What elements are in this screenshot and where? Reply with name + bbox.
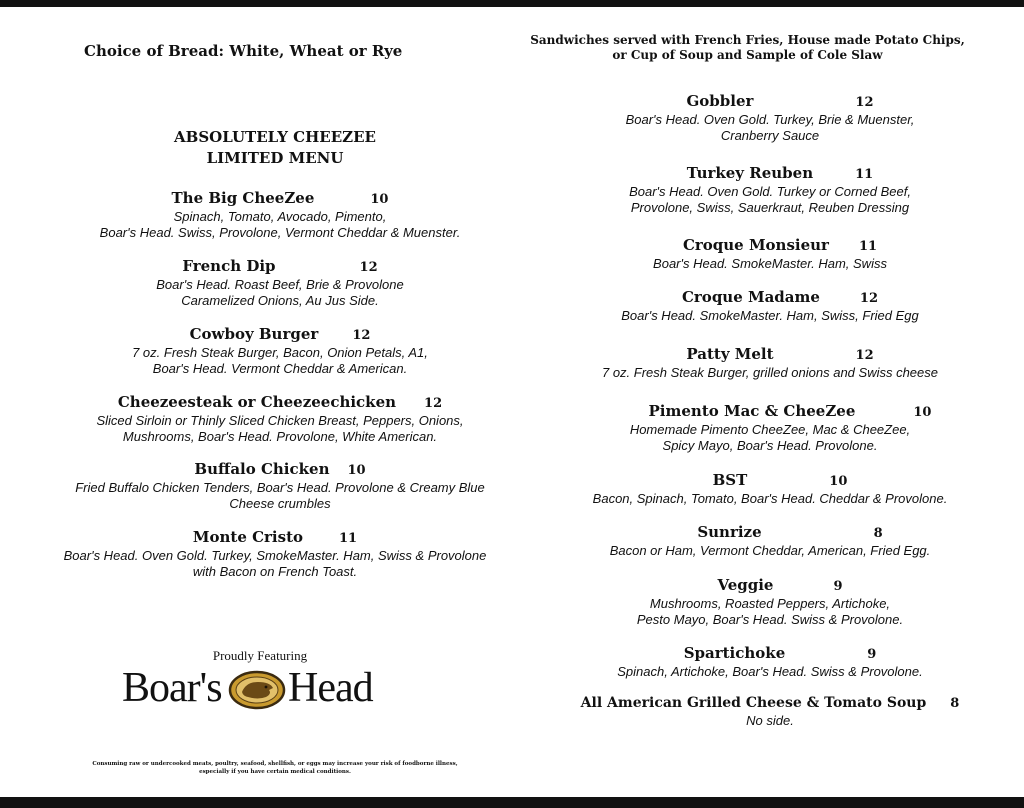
item-name: Croque Madame [681,288,820,306]
item-desc-2: Pesto Mayo, Boar's Head. Swiss & Provolone. [636,611,904,627]
item-desc-1: Mushrooms, Roasted Peppers, Artichoke, [649,596,891,611]
menu-item-big-cheezee [60,189,500,240]
item-price: 10 [370,192,389,207]
item-desc-2: Boar's Head. Swiss, Provolone, Vermont Cheddar & Muenster. [99,224,461,240]
top-border [0,0,1024,7]
served-with-line-2: or Cup of Soup and Sample of Cole Slaw [612,48,883,62]
menu-item-grilled-cheese-soup [560,694,980,729]
item-name: Cheezeesteak or Cheezeechicken [117,393,397,411]
item-price: 11 [339,531,358,546]
menu-item-veggie [560,576,980,627]
menu-item-monte-cristo [30,528,520,579]
item-price: 8 [950,696,960,711]
menu-item-croque-monsieur [560,236,980,272]
item-desc-1: Spinach, Artichoke, Boar's Head. Swiss & Provolone. [617,664,923,679]
item-price: 12 [424,396,443,411]
item-desc-1: 7 oz. Fresh Steak Burger, grilled onions and Swiss cheese [601,365,938,380]
item-name: BST [712,471,748,489]
item-price: 12 [859,291,879,306]
item-name: French Dip [182,257,276,275]
item-name: Gobbler [686,92,754,110]
boars-head-logo [122,664,392,716]
menu-item-gobbler [560,92,980,143]
item-price: 12 [855,95,874,110]
menu-item-patty-melt [560,345,980,381]
logo-brand-right: Head [288,665,373,711]
item-price: 9 [833,579,843,594]
item-desc-2: Provolone, Swiss, Sauerkraut, Reuben Dressing [630,199,910,215]
disclaimer-line-1: Consuming raw or undercooked meats, poultry, seafood, shellfish, or eggs may increase your risk of foodborne illness, [92,761,458,767]
menu-item-croque-madame [560,288,980,324]
logo-brand-left: Boar's [122,665,222,711]
item-price: 11 [855,167,874,182]
item-desc-1: Boar's Head. SmokeMaster. Ham, Swiss [653,256,887,271]
item-desc-1: Bacon, Spinach, Tomato, Boar's Head. Cheddar & Provolone. [592,491,948,506]
item-desc-1: Sliced Sirloin or Thinly Sliced Chicken Breast, Peppers, Onions, [96,413,464,428]
item-name: All American Grilled Cheese & Tomato Soup [580,695,927,711]
menu-title [125,127,425,169]
item-name: Sunrize [697,523,762,541]
item-desc-1: Homemade Pimento CheeZee, Mac & CheeZee, [629,422,911,437]
item-name: Turkey Reuben [686,164,814,182]
menu-title-line-1: ABSOLUTELY CHEEZEE [174,128,376,146]
menu-item-sunrize [560,523,980,559]
logo-tagline: Proudly Featuring [212,648,308,663]
item-name: Croque Monsieur [682,236,829,254]
item-name: The Big CheeZee [171,189,315,207]
item-price: 9 [867,647,877,662]
item-desc-1: Spinach, Tomato, Avocado, Pimento, [173,209,387,224]
item-name: Pimento Mac & CheeZee [648,402,856,420]
item-desc-2: Boar's Head. Vermont Cheddar & American. [152,360,408,376]
item-desc-1: Fried Buffalo Chicken Tenders, Boar's Head. Provolone & Creamy Blue [75,480,485,495]
item-price: 11 [858,239,878,254]
menu-item-cheezeesteak [60,393,500,444]
food-safety-disclaimer [60,760,490,776]
item-price: 12 [855,348,874,363]
disclaimer-line-2: especially if you have certain medical conditions. [199,769,351,775]
served-with-note [515,33,980,63]
item-price: 8 [873,526,883,541]
menu-title-line-2: LIMITED MENU [206,149,344,167]
item-price: 10 [829,474,848,489]
boar-oval-emblem-icon [228,670,286,710]
item-name: Monte Cristo [192,528,304,546]
menu-item-french-dip [60,257,500,308]
item-desc-2: Caramelized Onions, Au Jus Side. [181,292,379,308]
item-desc-1: Boar's Head. Oven Gold. Turkey or Corned Beef, [629,184,911,199]
item-desc-1: Boar's Head. SmokeMaster. Ham, Swiss, Fried Egg [621,308,919,323]
menu-item-pimento-mac [560,402,980,453]
item-desc-2: with Bacon on French Toast. [192,563,358,579]
item-name: Veggie [717,576,774,594]
served-with-line-1: Sandwiches served with French Fries, House made Potato Chips, [530,33,965,47]
menu-item-buffalo-chicken [40,460,520,511]
item-name: Buffalo Chicken [194,460,330,478]
item-desc-1: Boar's Head. Roast Beef, Brie & Provolone [156,277,404,292]
bottom-border [0,797,1024,808]
item-desc-1: No side. [746,713,794,728]
item-name: Spartichoke [683,644,786,662]
item-desc-1: 7 oz. Fresh Steak Burger, Bacon, Onion Petals, A1, [132,345,428,360]
menu-item-bst [560,471,980,507]
item-desc-1: Boar's Head. Oven Gold. Turkey, SmokeMaster. Ham, Swiss & Provolone [63,548,487,563]
menu-item-turkey-reuben [560,164,980,215]
item-price: 10 [913,405,932,420]
item-name: Cowboy Burger [189,325,319,343]
item-desc-2: Cheese crumbles [229,495,331,511]
menu-item-cowboy-burger [60,325,500,376]
item-price: 12 [352,328,371,343]
item-desc-1: Boar's Head. Oven Gold. Turkey, Brie & Muenster, [625,112,915,127]
item-price: 12 [359,260,378,275]
bread-choice: Choice of Bread: White, Wheat or Rye [84,42,403,60]
item-desc-2: Cranberry Sauce [720,127,820,143]
menu-item-spartichoke [560,644,980,680]
item-desc-1: Bacon or Ham, Vermont Cheddar, American, Fried Egg. [609,543,931,558]
item-desc-2: Spicy Mayo, Boar's Head. Provolone. [662,437,878,453]
item-desc-2: Mushrooms, Boar's Head. Provolone, White American. [122,428,438,444]
item-name: Patty Melt [686,345,774,363]
item-price: 10 [347,463,366,478]
